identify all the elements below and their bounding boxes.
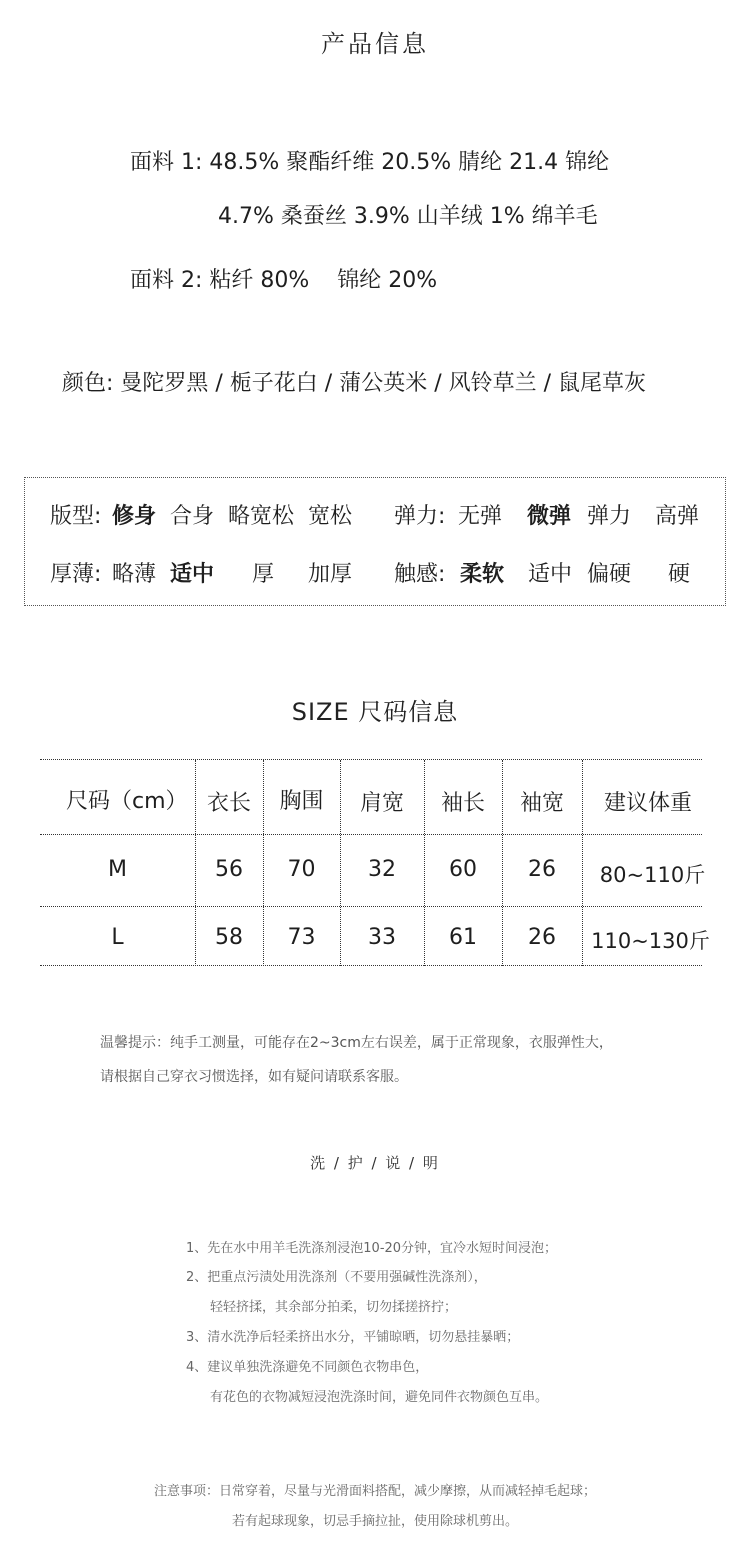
table-header-cell: 建议体重: [603, 791, 692, 816]
table-cell: 58: [215, 925, 243, 950]
table-cell: 73: [287, 925, 316, 950]
care-line: 1、先在水中用羊毛洗涤剂浸泡10-20分钟，宜冷水短时间浸泡；: [186, 1241, 558, 1256]
table-cell: 70: [287, 857, 316, 882]
measurement-note-line-2: 请根据自己穿衣习惯选择，如有疑问请联系客服。: [100, 1069, 408, 1085]
elasticity-option: 高弹: [655, 504, 700, 529]
table-cell: 56: [215, 857, 243, 882]
fit-option: 略宽松: [228, 504, 295, 529]
touch-option: 硬: [668, 562, 691, 587]
table-cell-size: M: [108, 857, 127, 882]
touch-option-selected: 柔软: [460, 562, 505, 587]
fit-option: 宽松: [308, 504, 353, 529]
notice-line-2: 若有起球现象，切忌手摘拉扯，使用除球机剪出。: [231, 1514, 518, 1529]
touch-option: 偏硬: [587, 562, 632, 587]
fabric-1-line-2: 4.7% 桑蚕丝 3.9% 山羊绒 1% 绵羊毛: [218, 204, 598, 229]
care-line: 轻轻挤揉，其余部分拍柔，切勿揉搓挤拧；: [210, 1300, 458, 1315]
fit-option: 合身: [170, 504, 215, 529]
table-cell: 33: [368, 925, 396, 950]
table-cell: 60: [449, 857, 477, 882]
fit-label: 版型:: [50, 504, 102, 529]
table-header-cell: 胸围: [279, 789, 324, 814]
elasticity-option-selected: 微弹: [527, 504, 572, 529]
elasticity-label: 弹力:: [394, 504, 446, 529]
table-line-row: [40, 906, 702, 907]
touch-label: 触感:: [394, 562, 446, 587]
fabric-1-line-1: 面料 1: 48.5% 聚酯纤维 20.5% 腈纶 21.4 锦纶: [130, 150, 610, 175]
thickness-option: 厚: [252, 562, 275, 587]
table-line-header: [40, 834, 702, 835]
touch-option: 适中: [528, 562, 573, 587]
table-line-top: [40, 759, 702, 760]
attribute-row-thickness: [0, 557, 750, 587]
table-header-cell: 衣长: [206, 791, 251, 816]
product-info-title: 产品信息: [321, 30, 429, 58]
table-line-bottom: [40, 965, 702, 966]
fit-option-selected: 修身: [112, 504, 157, 529]
thickness-option: 略薄: [112, 562, 157, 587]
table-cell-weight: 80~110斤: [599, 863, 706, 887]
table-cell: 61: [449, 925, 477, 950]
thickness-option-selected: 适中: [170, 562, 215, 587]
care-line: 4、建议单独洗涤避免不同颜色衣物串色，: [186, 1360, 429, 1375]
table-header-cell: 袖宽: [519, 791, 564, 816]
table-cell-weight: 110~130斤: [591, 929, 710, 953]
fabric-2: 面料 2: 粘纤 80% 锦纶 20%: [130, 268, 438, 293]
table-cell: 26: [528, 857, 556, 882]
color-list: 颜色: 曼陀罗黑 / 栀子花白 / 蒲公英米 / 风铃草兰 / 鼠尾草灰: [62, 371, 647, 396]
care-line: 有花色的衣物减短浸泡洗涤时间，避免同件衣物颜色互串。: [210, 1390, 549, 1405]
elasticity-option: 无弹: [458, 504, 503, 529]
measurement-note-line-1: 温馨提示：纯手工测量，可能存在2~3cm左右误差，属于正常现象，衣服弹性大，: [100, 1035, 613, 1051]
notice-line-1: 注意事项：日常穿着，尽量与光滑面料搭配，减少摩擦，从而减轻掉毛起球；: [153, 1484, 596, 1499]
attribute-row-fit: [0, 499, 750, 529]
care-title: 洗 / 护 / 说 / 明: [310, 1154, 440, 1172]
thickness-label: 厚薄:: [50, 562, 102, 587]
table-cell: 32: [368, 857, 396, 882]
size-title: SIZE 尺码信息: [291, 698, 459, 726]
elasticity-option: 弹力: [587, 504, 632, 529]
table-cell-size: L: [111, 925, 124, 950]
table-header-cell: 肩宽: [359, 791, 404, 816]
table-cell: 26: [528, 925, 556, 950]
care-line: 2、把重点污渍处用洗涤剂（不要用强碱性洗涤剂），: [186, 1270, 487, 1285]
table-header-cell: 袖长: [440, 791, 485, 816]
table-header-cell: 尺码（cm）: [66, 789, 188, 814]
care-line: 3、清水洗净后轻柔挤出水分，平铺晾晒，切勿悬挂暴晒；: [186, 1330, 520, 1345]
thickness-option: 加厚: [308, 562, 353, 587]
